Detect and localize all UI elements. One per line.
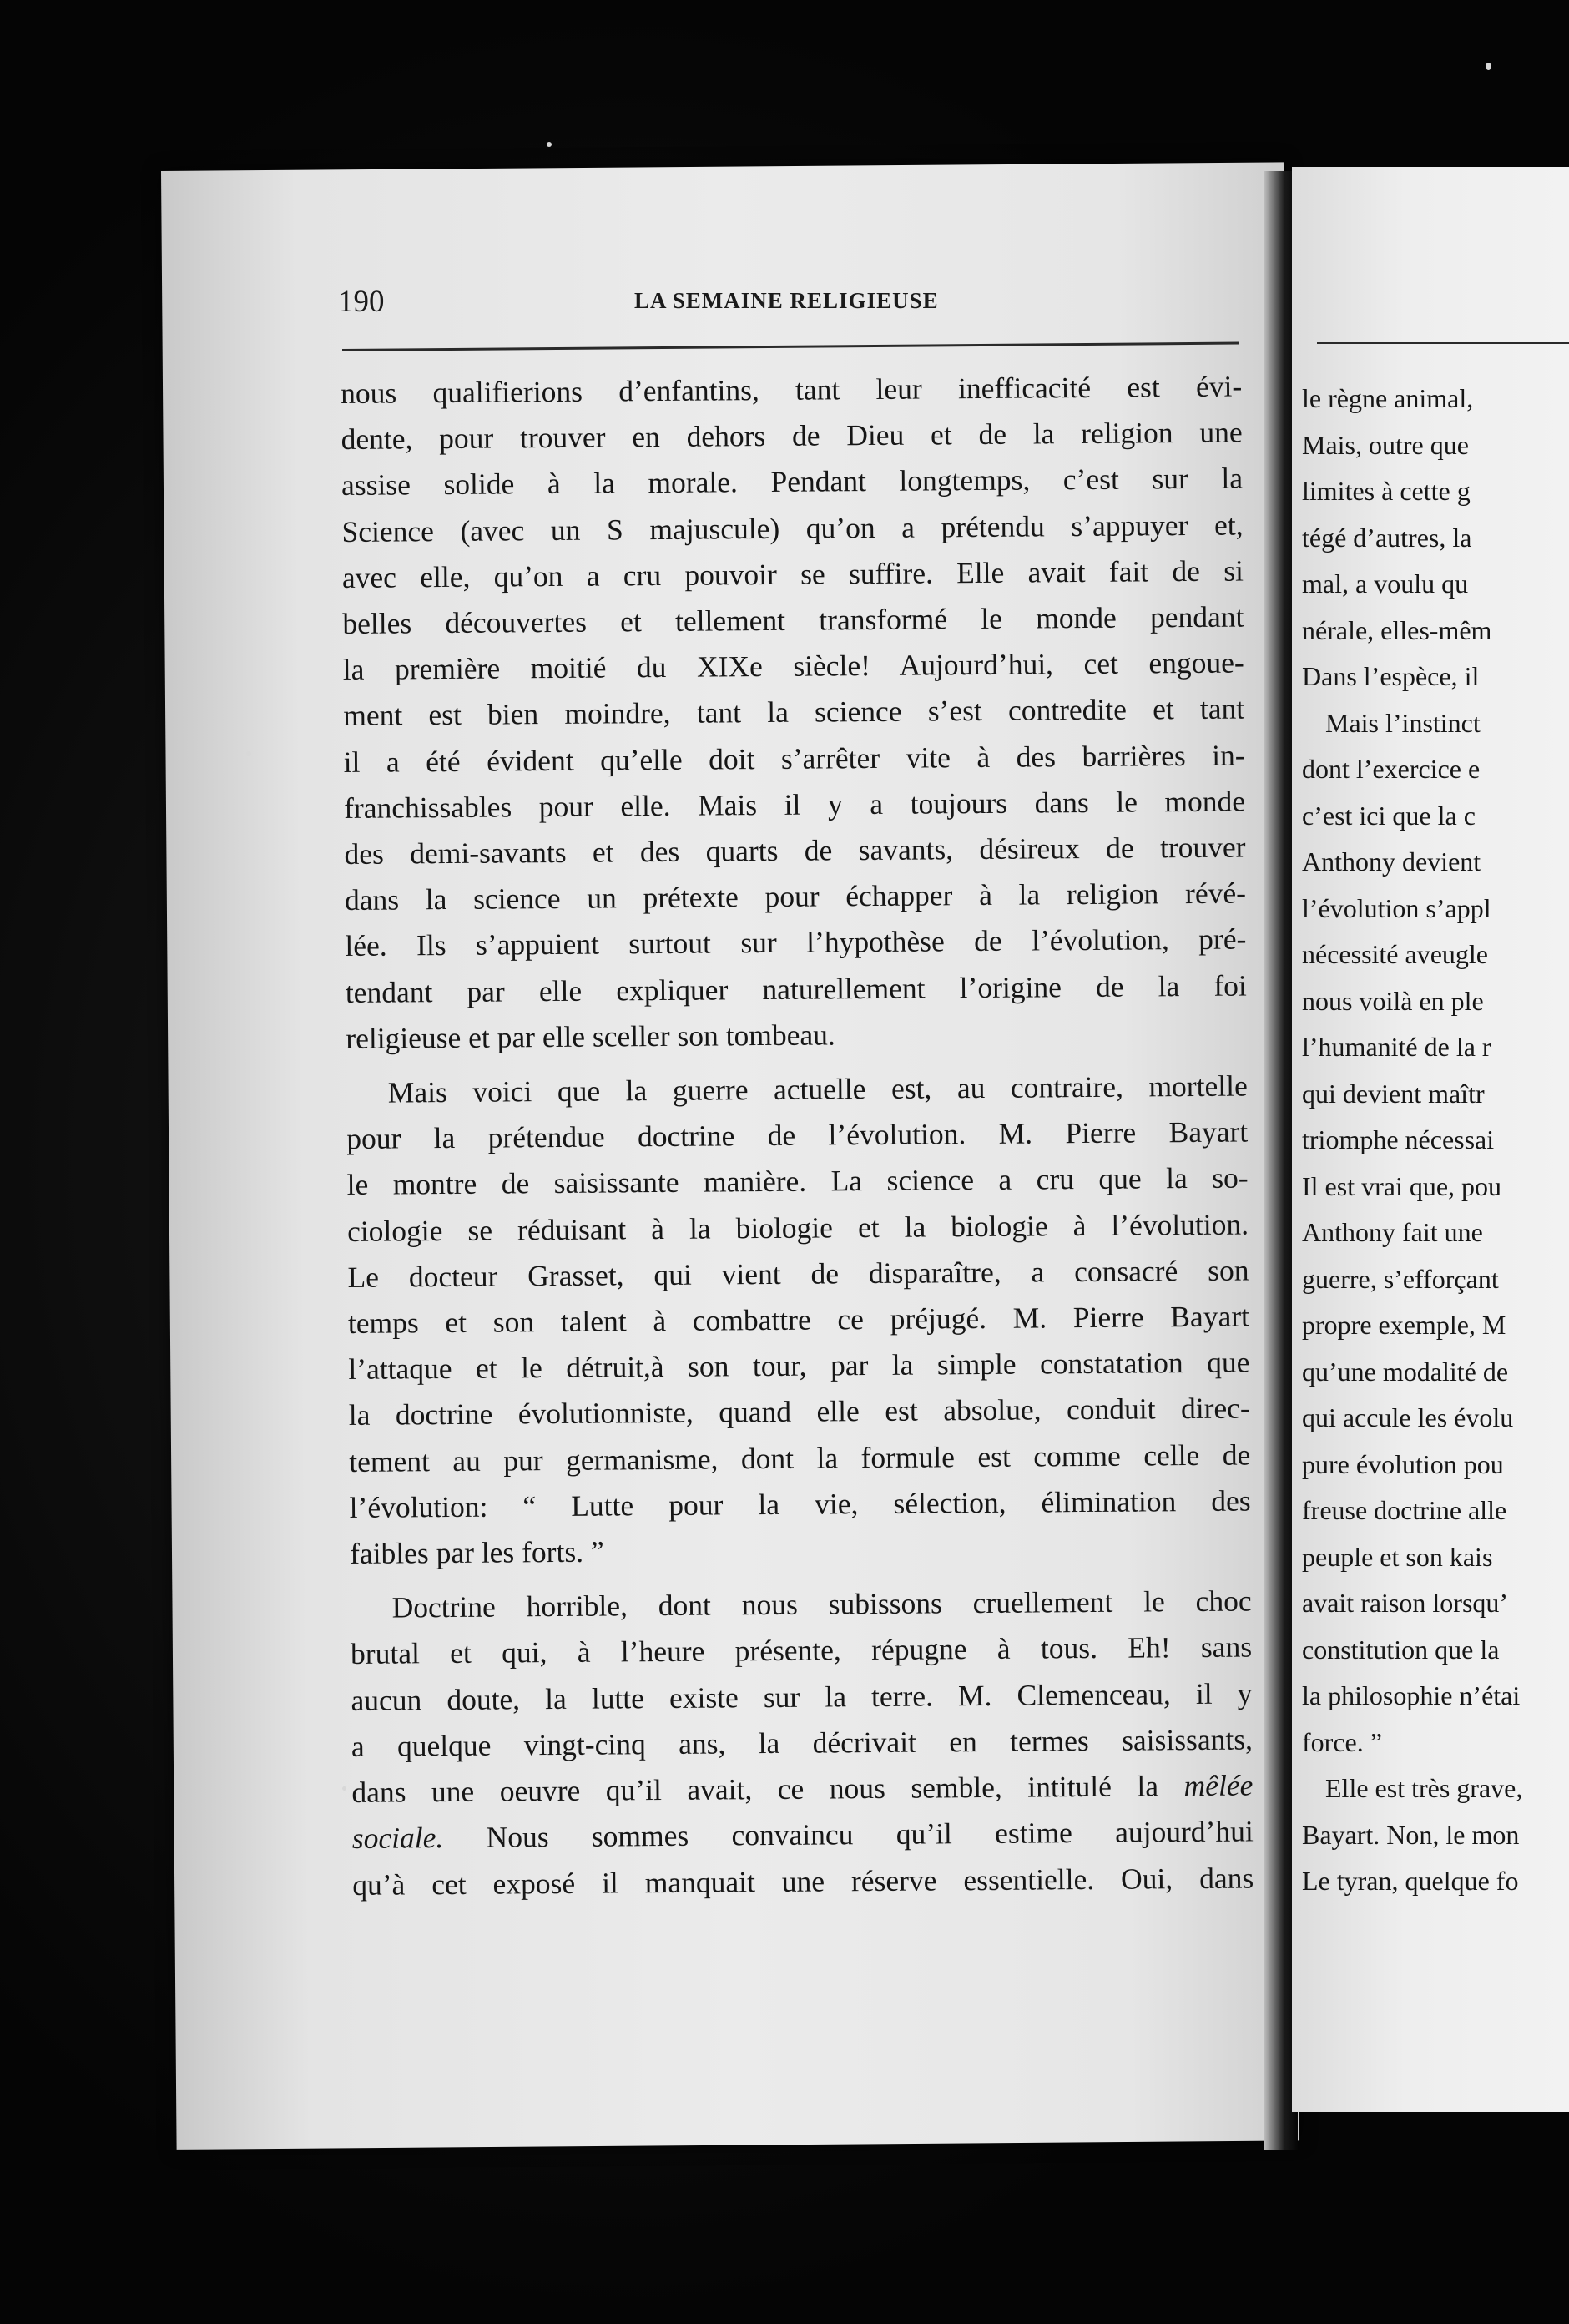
text-line: l’attaque et le détruit,à son tour, par la simple constatation que [348, 1345, 1250, 1387]
text-line: nous voilà en ple [1302, 985, 1484, 1016]
running-head: LA SEMAINE RELIGIEUSE [634, 288, 939, 313]
text-line: ciologie se réduisant à la biologie et la biologie à l’évolution. [346, 1207, 1249, 1248]
text-line: l’évolution: “ Lutte pour la vie, sélection, élimination des [349, 1483, 1251, 1524]
right-page-rule [1317, 342, 1569, 344]
text-line: Mais, outre que [1302, 429, 1469, 460]
text-line: constitution que la [1302, 1634, 1500, 1665]
text-line: tendant par elle expliquer naturellement l’origine de la foi [345, 968, 1247, 1009]
right-page [1292, 167, 1569, 2112]
text-line: freuse doctrine alle [1302, 1495, 1507, 1525]
text-line: Anthony devient [1302, 846, 1481, 877]
text-line: pour la prétendue doctrine de l’évolution. M. Pierre Bayart [346, 1114, 1249, 1156]
text-line: faibles par les forts. ” [349, 1534, 604, 1571]
text-line: assise solide à la morale. Pendant longtemps, c’est sur la [341, 461, 1244, 503]
text-line: propre exemple, M [1302, 1310, 1506, 1340]
text-line: ment est bien moindre, tant la science s’est contredite et tant [343, 691, 1245, 733]
italic-phrase: mêlée [1183, 1768, 1254, 1803]
text-line: lée. Ils s’appuient surtout sur l’hypothèse de l’évolution, pré- [345, 922, 1247, 963]
text-line: mal, a voulu qu [1302, 568, 1469, 599]
text-line [352, 1809, 1254, 1862]
text-fragment: dans une oeuvre qu’il avait, ce nous semble, intitulé la [351, 1769, 1159, 1810]
right-page-text [1302, 376, 1569, 1905]
text-line: franchissables pour elle. Mais il y a toujours dans le monde [343, 784, 1246, 825]
text-line: qui devient maîtr [1302, 1078, 1485, 1109]
text-line: l’humanité de la r [1302, 1032, 1491, 1062]
text-line: Mais voici que la guerre actuelle est, au contraire, mortelle [387, 1069, 1248, 1109]
dust-speck [246, 751, 251, 756]
page-header [175, 284, 1235, 334]
dust-speck [1486, 63, 1491, 70]
dust-speck [547, 142, 552, 147]
text-line: nécessité aveugle [1302, 939, 1488, 969]
text-line: limites à cette g [1302, 476, 1471, 506]
text-line: Elle est très grave, [1325, 1773, 1523, 1803]
text-line: belles découvertes et tellement transformé le monde pendant [342, 599, 1244, 641]
text-line: temps et son talent à combattre ce préjugé. M. Pierre Bayart [347, 1299, 1250, 1341]
body-text [341, 364, 1254, 1908]
text-line: tement au pur germanisme, dont la formule est comme celle de [349, 1437, 1251, 1478]
text-line: Anthony fait une [1302, 1217, 1483, 1247]
text-line: dans la science un prétexte pour échapper à la religion révé- [344, 876, 1247, 917]
text-line: Il est vrai que, pou [1302, 1170, 1502, 1201]
text-line: Dans l’espèce, il [1302, 661, 1480, 691]
text-line: pure évolution pou [1302, 1448, 1504, 1479]
text-line: la doctrine évolutionniste, quand elle est absolue, conduit direc- [348, 1391, 1250, 1432]
text-line: des demi-savants et des quarts de savants, désireux de trouver [344, 830, 1246, 872]
text-line: avec elle, qu’on a cru pouvoir se suffire. Elle avait fait de si [341, 553, 1244, 594]
text-line: dont l’exercice e [1302, 754, 1481, 784]
text-line: le règne animal, [1302, 383, 1474, 413]
text-line: il a été évident qu’elle doit s’arrêter vite à des barrières in- [343, 738, 1245, 779]
text-line: nous qualifierions d’enfantins, tant leur inefficacité est évi- [341, 369, 1243, 410]
text-line: peuple et son kais [1302, 1541, 1493, 1572]
text-fragment: Nous sommes convaincu qu’il estime aujourd’hui [486, 1814, 1254, 1854]
text-line [351, 1763, 1253, 1816]
text-line: Science (avec un S majuscule) qu’on a prétendu s’appuyer et, [341, 508, 1244, 548]
text-line: guerre, s’efforçant [1302, 1263, 1499, 1294]
text-line: Le tyran, quelque fo [1302, 1866, 1519, 1896]
dust-speck [342, 1786, 346, 1791]
text-line: dente, pour trouver en dehors de Dieu et de la religion une [341, 415, 1243, 457]
text-line: a quelque vingt-cinq ans, la décrivait en termes saisissants, [351, 1722, 1254, 1763]
text-line: force. ” [1302, 1726, 1382, 1757]
text-line: la première moitié du XIXe siècle! Aujourd’hui, cet engoue- [342, 645, 1244, 687]
text-line: religieuse et par elle sceller son tombeau. [346, 1018, 835, 1055]
text-line: le montre de saisissante manière. La science a cru que la so- [346, 1160, 1249, 1202]
text-line: Bayart. Non, le mon [1302, 1819, 1520, 1850]
text-line: qui accule les évolu [1302, 1402, 1514, 1432]
text-line: Le docteur Grasset, qui vient de disparaître, a consacré son [347, 1253, 1249, 1294]
page-number: 190 [338, 285, 385, 319]
text-line: brutal et qui, à l’heure présente, répugne à tous. Eh! sans [350, 1629, 1253, 1671]
text-line: aucun doute, la lutte existe sur la terre. M. Clemenceau, il y [351, 1676, 1253, 1717]
text-line: qu’à cet exposé il manquait une réserve essentielle. Oui, dans [352, 1860, 1254, 1902]
italic-phrase: sociale. [351, 1821, 444, 1856]
text-line: Mais l’instinct [1325, 707, 1481, 738]
text-line: Doctrine horrible, dont nous subissons cruellement le choc [391, 1584, 1252, 1624]
text-line: la philosophie n’étai [1302, 1680, 1521, 1710]
text-line: tégé d’autres, la [1302, 522, 1472, 553]
text-line: triomphe nécessai [1302, 1124, 1495, 1154]
text-line: qu’une modalité de [1302, 1356, 1509, 1387]
text-line: c’est ici que la c [1302, 800, 1476, 831]
text-line: nérale, elles-mêm [1302, 614, 1492, 645]
text-line: l’évolution s’appl [1302, 892, 1491, 923]
text-line: avait raison lorsqu’ [1302, 1588, 1509, 1618]
